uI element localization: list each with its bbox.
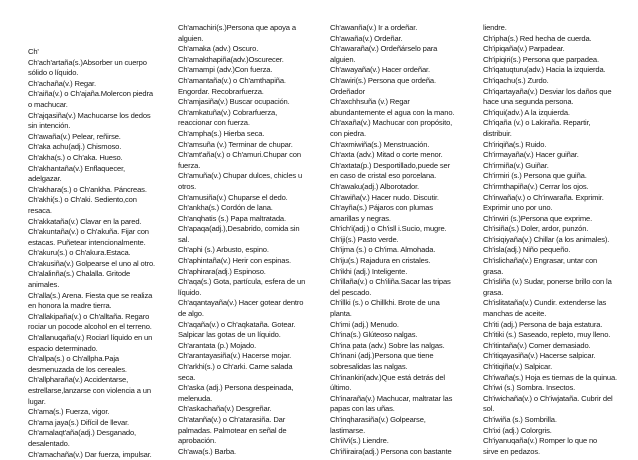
dictionary-line: Ch'inani (adj.)Persona que tiene <box>330 351 434 361</box>
dictionary-line: Ch'isiqiyaña(v.) Chillar (a los animales). <box>483 234 610 244</box>
dictionary-line: rociar un pocode alcohol en el terreno. <box>28 322 152 332</box>
dictionary-line: o machucar. <box>28 99 68 109</box>
dictionary-line: Ch'arantayasiña(v.) Hacerse mojar. <box>178 351 292 361</box>
dictionary-line: Ch'amjasiña(v.) Buscar ocupación. <box>178 97 290 107</box>
dictionary-line: papas con las uñas. <box>330 404 395 414</box>
dictionary-line: sobresalidas las nalgas. <box>330 362 408 371</box>
dictionary-line: Ch'awaraña(v.) Ordeñárselo para <box>330 44 438 54</box>
dictionary-line: Ch'awiri(s.) Persona que ordeña. <box>330 75 436 85</box>
dictionary-line: melenuda. <box>178 393 213 403</box>
dictionary-line: Ch'itiqayasiña(v.) Hacerse salpicar. <box>483 351 596 361</box>
dictionary-line: Ch'iwaña(s.) Hoja es tiernas de la quinua. <box>483 372 618 382</box>
dictionary-line: Ch'aphintaña(v.) Herir con espinas. <box>178 256 291 266</box>
dictionary-line: Ch'akha(s.) o Ch'aka. Hueso. <box>28 152 123 162</box>
dictionary-line: aprobación. <box>178 436 217 446</box>
dictionary-line: Ch'itintaña(v.) Comer demasiado. <box>483 340 591 350</box>
dictionary-line: Ch'akkataña(v.) Clavar en la pared. <box>28 216 142 226</box>
dictionary-line: Ch'akhantaña(v.) Enflaquecer, <box>28 163 126 173</box>
dictionary-column-3 <box>330 23 472 457</box>
dictionary-line: Ch'amsuña (v.) Terminar de chupar. <box>178 139 293 149</box>
dictionary-line: Ch'aqa(s.) Gota, partícula, esfera de un <box>178 277 306 287</box>
dictionary-line: Ch'islitataña(v.) Cundir. extenderse las <box>483 298 607 308</box>
dictionary-line: Ch'arkhi(s.) o Ch'arki. Carne salada <box>178 362 293 371</box>
dictionary-line: adelgazar. <box>28 174 62 184</box>
dictionary-line: Ch'ankha(s.) Cordón de lana. <box>178 203 273 213</box>
dictionary-line: Ch'allpharaña(v.) Accidentarse, <box>28 375 129 385</box>
dictionary-line: con piedra. <box>330 128 366 138</box>
dictionary-line: Ch'allpa(s.) o Ch'allpha.Paja <box>28 354 119 364</box>
dictionary-line: Ch'iqatuqturu(adv.) Hacia la izquierda. <box>483 65 606 75</box>
dictionary-line: Ch'akusiña(v.) Golpearse el uno al otro. <box>28 258 156 268</box>
dictionary-line: Ch'amakthapiña(adv.)Oscurecer. <box>178 54 284 64</box>
dictionary-line: Ch'iqachu(s.) Zurdo. <box>483 75 549 85</box>
dictionary-line: Ch'axtata(p.) Desportillado,puede ser <box>330 160 450 170</box>
dictionary-line: Exprimir uno por uno. <box>483 203 553 213</box>
dictionary-line: Ch'iwichaña(v.) o Ch'iwjataña. Cubrir del <box>483 393 613 403</box>
dictionary-line: lastimarse. <box>330 425 366 435</box>
dictionary-line: en caso de cristal eso porcelana. <box>330 171 437 181</box>
dictionary-line: alguien. <box>330 54 356 64</box>
dictionary-line: Ch'awaña(v.) Pelear, reñirse. <box>28 131 121 141</box>
dictionary-line: Ch'irmiña(v.) Guiñar. <box>483 160 549 170</box>
dictionary-line: palmadas. Palmotear en señal de <box>178 425 287 435</box>
dictionary-line: Ch'ina(s.) Glúteoso nalgas. <box>330 330 418 340</box>
dictionary-line: Ch'iwi (s.) Sombra. Insectos. <box>483 383 576 393</box>
dictionary-line: grasa. <box>483 266 504 276</box>
dictionary-line: seca. <box>178 372 196 382</box>
dictionary-line: Ch'ama(s.) Fuerza, vigor. <box>28 407 110 417</box>
dictionary-line: sólido o líquido. <box>28 68 79 78</box>
dictionary-line: animales. <box>28 280 60 290</box>
dictionary-line: Ch'iiVi(s.) Liendre. <box>330 436 389 446</box>
dictionary-line: Ch'irmthapiña(v.) Cerrar los ojos. <box>483 181 589 191</box>
dictionary-line: Ch'ipiqaña(v.) Parpadear. <box>483 44 565 54</box>
dictionary-line: Salpicar las gotas de un líquido. <box>178 330 281 340</box>
dictionary-line: Ch'inqharasiña(v.) Golpearse, <box>330 414 426 424</box>
dictionary-line: Ch'ina pata (adv.) Sobre las nalgas. <box>330 340 445 350</box>
dictionary-line: Ch'alla(s.) Arena. Fiesta que se realiza <box>28 290 153 300</box>
dictionary-line: del pescado. <box>330 287 372 297</box>
dictionary-line: Ch'achaña(v.) Regar. <box>28 78 96 88</box>
dictionary-line: estacas. Puñetear intencionalmente. <box>28 237 146 247</box>
dictionary-line: Ch'ama jaya(s.) Difícil de llevar. <box>28 417 130 427</box>
dictionary-line: Ch'amkatuña(v.) Cobrarfuerza, <box>178 107 278 117</box>
dictionary-line: Ordeñador <box>330 86 365 96</box>
dictionary-line: sin intención. <box>28 121 71 131</box>
dictionary-line: fuerza. <box>178 160 201 170</box>
dictionary-line: Ch'allanuqaña(v.) Rociarl líquido en un <box>28 333 153 343</box>
dictionary-line: Ch'ajqasiña(v.) Machucarse los dedos <box>28 110 151 120</box>
dictionary-line: manchas de aceite. <box>483 309 547 319</box>
dictionary-line: Ch'askachaña(v.) Desgreñar. <box>178 404 272 414</box>
dictionary-line: Ch'axaña(v.) Machucar con propósito, <box>330 118 453 128</box>
dictionary-line: Ch'awa(s.) Barba. <box>178 446 236 456</box>
dictionary-line: lugar. <box>28 396 46 406</box>
dictionary-line: amarillas y negras. <box>330 213 391 223</box>
dictionary-line: Ch'illki (s.) o Chillkhi. Brote de una <box>330 298 440 308</box>
dictionary-line: Ch'isliña (v.) Sudar, ponerse brillo con la <box>483 277 612 287</box>
dictionary-line: abundantemente el agua con la mano. <box>330 107 455 117</box>
dictionary-line: planta. <box>330 309 352 319</box>
dictionary-line: Ch'amalaqt'aña(adj.) Desganado, <box>28 428 137 438</box>
dictionary-line: de algo. <box>178 309 204 319</box>
dictionary-line: hace una segunda persona. <box>483 97 574 107</box>
dictionary-line: Ch'amachaña(v.) Dar fuerza, impulsar. <box>28 449 152 459</box>
dictionary-line: Ch'itiki (s.) Saseado, repleto, muy lleno. <box>483 330 611 340</box>
dictionary-line: líquido. <box>178 287 202 297</box>
dictionary-line: sol. <box>483 404 495 414</box>
dictionary-line: Ch'amt'aña(v.) o Ch'amuri.Chupar con <box>178 150 301 160</box>
dictionary-line: distribuir. <box>483 128 512 138</box>
dictionary-line: Ch'aphirara(adj.) Espinoso. <box>178 266 266 276</box>
dictionary-line: Ch'akhi(s.) o Ch'aki. Sediento,con <box>28 195 137 205</box>
dictionary-line: Ch'awiña(v.) Hacer nudo. Discutir. <box>330 192 439 202</box>
dictionary-line: Ch'iqaña (v.) o Lakiraña. Repartir, <box>483 118 591 128</box>
dictionary-line: alguien. <box>178 33 204 43</box>
dictionary-line: Ch' <box>28 47 39 56</box>
dictionary-line: Ch'irwaña(v.) o Ch'irwaraña. Exprimir. <box>483 192 604 202</box>
dictionary-line: Ch'itiqiña(v.) Salpicar. <box>483 362 553 371</box>
dictionary-column-2 <box>178 23 320 457</box>
dictionary-line: Ch'amusiña(v.) Chuparse el dedo. <box>178 192 288 202</box>
dictionary-line: Ch'islichaña(v.) Engrasar, untar con <box>483 256 598 266</box>
dictionary-line: Ch'inankiri(adv.)Que está detrás del <box>330 372 445 382</box>
dictionary-line: reaccionar con fuerza. <box>178 118 250 128</box>
dictionary-line: Ch'iti (adj.) Persona de baja estatura. <box>483 319 603 329</box>
dictionary-line: Ch'irwiri (s.)Persona que exprime. <box>483 213 593 223</box>
dictionary-line: otros. <box>178 181 197 191</box>
dictionary-line: resaca. <box>28 205 52 215</box>
dictionary-line: Ch'ach'artaña(s.)Absorber un cuerpo <box>28 57 147 67</box>
dictionary-line: Ch'isiña(s.) Doler, ardor, punzón. <box>483 224 589 234</box>
dictionary-line: Ch'akuru(s.) o Ch'akura.Estaca. <box>28 248 131 258</box>
dictionary-line: Ch'apaqa(adj.),Desabrido, comida sin <box>178 224 300 234</box>
dictionary-line: Ch'aska (adj.) Persona despeinada, <box>178 383 294 393</box>
dictionary-line: Ch'iji(s.) Pasto verde. <box>330 234 399 244</box>
dictionary-line: Ch'iwiña (s.) Sombrilla. <box>483 414 557 424</box>
dictionary-line: Ch'awaku(adj.) Alborotador. <box>330 181 419 191</box>
dictionary-line: Ch'iqui(adv.) A la izquierda. <box>483 107 570 117</box>
dictionary-line: Ch'ayña(s.) Pájaros con plumas <box>330 203 433 213</box>
dictionary-line: Ch'isla(adj.) Niño pequeño. <box>483 245 571 255</box>
dictionary-line: Ch'iyanuqaña(v.) Romper lo que no <box>483 436 598 446</box>
dictionary-line: grasa. <box>483 287 504 297</box>
dictionary-column-4 <box>483 23 625 457</box>
dictionary-line: Ch'iñiraira(adj.) Persona con bastante <box>330 446 452 456</box>
dictionary-line: Ch'allakipaña(v.) o Ch'alltaña. Regaro <box>28 311 150 321</box>
dictionary-line: Ch'akuntaña(v.) o Ch'akuña. Fijar con <box>28 227 149 237</box>
dictionary-line: Ch'aka achu(adj.) Chismoso. <box>28 142 122 152</box>
dictionary-line: Ch'iju(s.) Rajadura en cristales. <box>330 256 431 266</box>
dictionary-line: Ch'inaraña(v.) Machucar, maltratar las <box>330 393 453 403</box>
dictionary-line: Ch'amampi (adv.)Con fuerza. <box>178 65 273 75</box>
dictionary-line: Ch'amachiri(s.)Persona que apoya a <box>178 23 296 32</box>
dictionary-line: Ch'anqhatis (s.) Papa maltratada. <box>178 213 286 223</box>
dictionary-line: Ch'ampha(s.) Hierba seca. <box>178 128 265 138</box>
dictionary-line: Ch'arantata (p.) Mojado. <box>178 340 257 350</box>
dictionary-line: Ch'iqartayaña(v.) Desviar los daños que <box>483 86 612 96</box>
dictionary-line: estrellarse,lanzarse con violencia a un <box>28 386 151 395</box>
dictionary-line: Ch'amantaña(v.) o Ch'amthapiña. <box>178 75 286 85</box>
dictionary-line: Ch'axchhsuña (v.) Regar <box>330 97 410 107</box>
dictionary-line: Ch'iriqiña(s.) Ruido. <box>483 139 547 149</box>
dictionary-line: Ch'irmayaña(v.) Hacer guiñar. <box>483 150 579 160</box>
dictionary-line: Ch'ijma (s.) o Ch'ima. Almohada. <box>330 245 436 255</box>
dictionary-line: Ch'ich'i(adj.) o Ch'isll i.Sucio, mugre. <box>330 224 447 234</box>
dictionary-line: Ch'awayaña(v.) Hacer ordeñar. <box>330 65 430 75</box>
dictionary-line: Ch'ixi (adj.) Colorgris. <box>483 425 552 435</box>
dictionary-line: Ch'ikhi (adj.) Inteligente. <box>330 266 408 276</box>
dictionary-line: Ch'awanña(v.) Ir a ordeñar. <box>330 23 418 32</box>
dictionary-line: desmenuzada de los cereales. <box>28 364 127 374</box>
dictionary-line: Ch'awaña(v.) Ordeñar. <box>330 33 403 43</box>
dictionary-line: Ch'aqantayaña(v.) Hacer gotear dentro <box>178 298 304 308</box>
dictionary-line: Ch'alalinña(s.) Chalalla. Gritode <box>28 269 131 279</box>
dictionary-line: Ch'akhara(s.) o Ch'ankha. Páncreas. <box>28 184 147 194</box>
dictionary-line: Ch'aiña(v.) o Ch'ajaña.Molercon piedra <box>28 89 153 99</box>
dictionary-line: desalentado. <box>28 438 70 448</box>
dictionary-line: último. <box>330 383 352 393</box>
dictionary-line: Ch'ipiqiri(s.) Persona que parpadea. <box>483 54 599 64</box>
dictionary-line: Ch'aqaña(v.) o Ch'aqkataña. Gotear. <box>178 319 296 329</box>
dictionary-line: Ch'amuña(v.) Chupar dulces, chicles u <box>178 171 303 181</box>
dictionary-line: espacio determinado. <box>28 343 98 353</box>
dictionary-line: Ch'atanña(v.) o Ch'atarasiña. Dar <box>178 414 286 424</box>
dictionary-line: Ch'irmiri (s.) Persona que guiña. <box>483 171 587 181</box>
dictionary-line: Ch'axta (adv.) Mitad o corte menor. <box>330 150 443 160</box>
dictionary-column-1 <box>28 47 170 460</box>
dictionary-line: Ch'imi (adj.) Menudo. <box>330 319 399 329</box>
dictionary-line: sirve en pedazos. <box>483 446 540 456</box>
dictionary-line: Ch'ipha(s.) Red hecha de cuerda. <box>483 33 592 43</box>
dictionary-line: en honora la madre tierra. <box>28 301 112 311</box>
dictionary-line: Ch'axmiwiña(s.) Menstruación. <box>330 139 430 149</box>
dictionary-line: Ch'aphi (s.) Arbusto, espino. <box>178 245 269 255</box>
dictionary-line: liendre. <box>483 23 507 32</box>
dictionary-line: Ch'illaña(v.) o Ch'iliña.Sacar las tripas <box>330 277 451 287</box>
dictionary-line: Engordar. Recobrarfuerza. <box>178 86 264 96</box>
dictionary-line: sal. <box>178 234 190 244</box>
dictionary-line: Ch'amaka (adv.) Oscuro. <box>178 44 259 54</box>
